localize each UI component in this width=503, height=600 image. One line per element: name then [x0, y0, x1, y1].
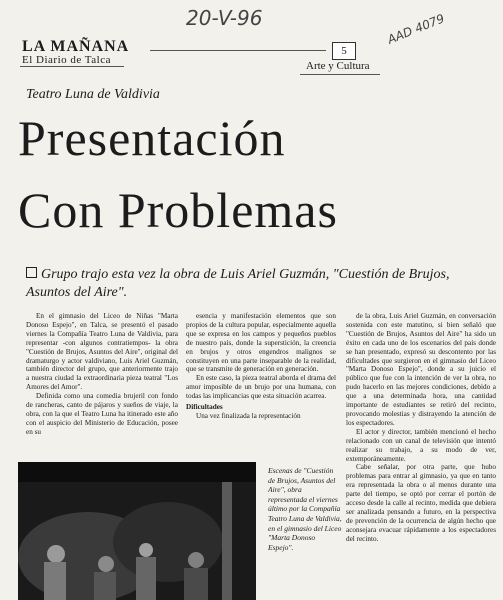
- paragraph: El actor y director, también mencionó el hecho relacionado con un canal de televisión que intentó realizar su trabajo, a su modo de ver, extemporáneamente.: [346, 427, 496, 463]
- section-rule: [300, 74, 380, 75]
- paragraph: esencia y manifestación elementos que son propios de la cultura popular, especialmente aquella que se expresa en los campos y pequeños pueblos de nuestro país, donde la superstición, la creencia en brujos y otros engendros malignos se constituyen en una parte inseparable de la realidad, que se transmite de generación en generación.: [186, 312, 336, 374]
- performance-photo: [18, 462, 256, 600]
- photo-caption: Escenas de "Cuestión de Brujos, Asuntos del Aire", obra representada el viernes último por la Compañía Teatro Luna de Valdivia, en el gimnasio del Liceo "Marta Donoso Espejo".: [268, 466, 342, 552]
- handwritten-date: 20-V-96: [186, 6, 263, 30]
- header-rule: [150, 50, 326, 51]
- subhead: Dificultades: [186, 403, 223, 412]
- kicker: Teatro Luna de Valdivia: [26, 87, 160, 102]
- deck-text: Grupo trajo esta vez la obra de Luis Ariel Guzmán, "Cuestión de Brujos, Asuntos del Aire".: [26, 267, 450, 300]
- article-column-2: [186, 312, 336, 421]
- newspaper-subtitle: El Diario de Talca: [22, 54, 111, 66]
- section-name: Arte y Cultura: [306, 60, 370, 72]
- article-column-1: [26, 312, 178, 437]
- handwritten-archive-code: AAD 4079: [385, 11, 447, 47]
- bullet-box-icon: [26, 267, 37, 278]
- page-number: 5: [332, 42, 356, 60]
- headline-line-2: Con Problemas: [18, 182, 338, 238]
- deck: [26, 266, 496, 302]
- paragraph: En este caso, la pieza teatral aborda el drama del amor imposible de un brujo por una humana, con todas las implicancias que esta situación acarrea.: [186, 374, 336, 401]
- article-column-3: [346, 312, 496, 544]
- paragraph: de la obra, Luis Ariel Guzmán, en conversación sostenida con este matutino, si bien señaló que "Cuestión de Brujos, Asuntos del Aire" ha sido un éxito en cada uno de los escenarios del país donde se han presentado, expresó su descontento por las dificultades que surgieron en el gimnasio del Liceo "Marta Donoso Espejo", donde a su juicio el público que fue con la intención de ver la obra, no pudo hacerlo en las mejores condiciones, debido a que a una determinada hora, una cantidad importante de estudiantes se retiró del recinto, provocando molestias y distrayendo la atención de los espectadores.: [346, 312, 496, 427]
- masthead-rule: [20, 66, 124, 67]
- newspaper-name: LA MAÑANA: [22, 38, 130, 55]
- paragraph: Cabe señalar, por otra parte, que hubo problemas para entrar al gimnasio, ya que en tanto era representada la obra o al menos durante una parte del tiempo, se optó por cerrar el portón de acceso desde la calle al recinto, medida que debiera ser analizada pensando a futuro, en la perspectiva de prevención de la ocurrencia de algún hecho que aconsejara evacuar rápidamente a los espectadores del recinto.: [346, 463, 496, 543]
- paragraph: Una vez finalizada la representación: [196, 411, 301, 420]
- paragraph: En el gimnasio del Liceo de Niñas "Marta Donoso Espejo", en Talca, se presentó el pasado viernes la Compañía Teatro Luna de Valdivia, para representar -con algunos contratiempos- la obra "Cuestión de Brujos, Asuntos del Aire", original del dramaturgo y actor valdiviano, Luis Ariel Guzmán, también director del grupo, que anteriormente trajo a nuestra ciudad la extraordinaria pieza teatral "Los Amores del Amor".: [26, 312, 178, 392]
- headline-line-1: Presentación: [18, 110, 286, 166]
- paragraph: Definida como una comedia brujeril con fondo de rancheras, canto de pájaros y sueños de viaje, la obra, con la que el Teatro Luna ha itinerado este año con el auspicio del Ministerio de Educación, posee en su: [26, 392, 178, 436]
